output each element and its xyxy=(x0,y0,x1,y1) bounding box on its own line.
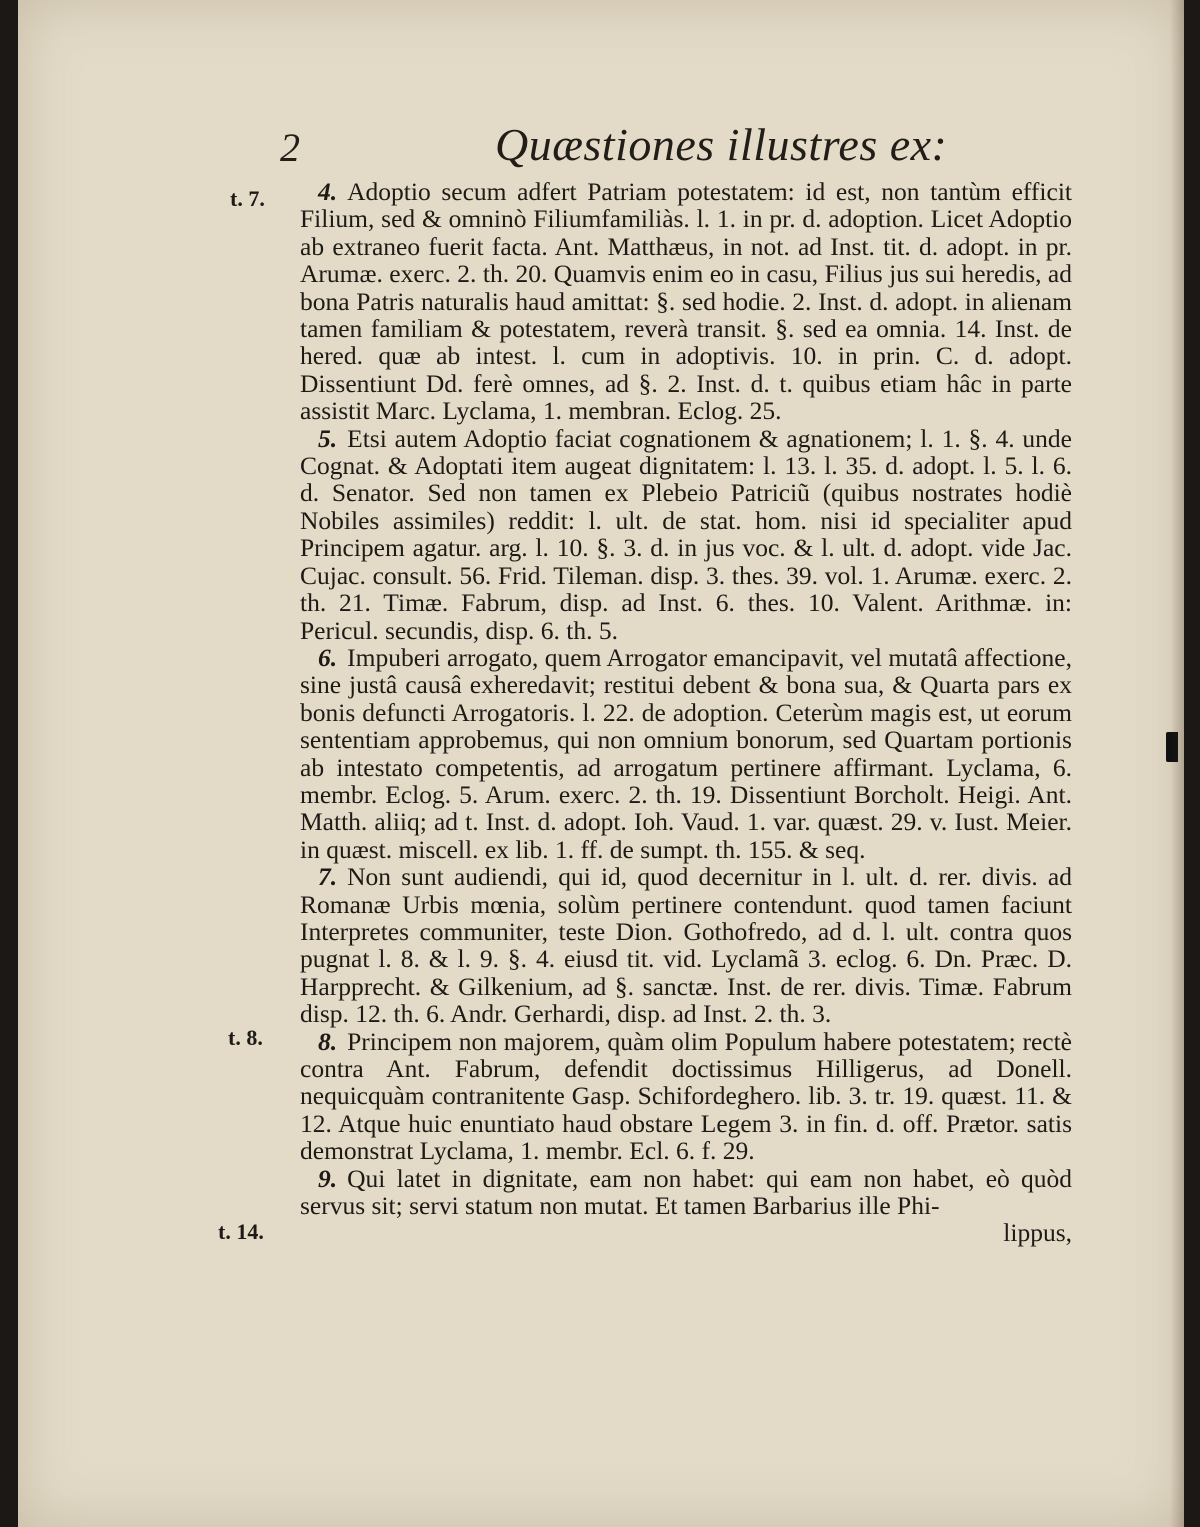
paragraph-text: Adoptio secum adfert Patriam potestatem: id est, non tantùm efficit Filium, sed & omninò Filiumfamiliàs. l. 1. in pr. d. adoption. Licet Adoptio ab extraneo fuerit facta. Ant. Matthæus, in not. ad Inst. tit. d. adopt. in pr. Arumæ. exerc. 2. th. 20. Quamvis enim eo in casu, Filius jus sui heredis, ad bona Patris naturalis haud amittat: §. sed hodie. 2. Inst. d. adopt. in alienam tamen familiam & potestatem, reverà transit. §. sed ea omnia. 14. Inst. de hered. quæ ab intest. l. cum in adoptivis. 10. in prin. C. d. adopt. Dissentiunt Dd. ferè omnes, ad §. 2. Inst. d. t. quibus etiam hâc in parte assistit Marc. Lyclama, 1. membran. Eclog. 25. xyxy=(300,177,1072,426)
margin-note: t. 7. xyxy=(230,186,265,211)
paragraph xyxy=(300,1028,1072,1165)
page-number: 2 xyxy=(280,125,300,170)
paragraph-number: 6. xyxy=(318,642,338,672)
main-text xyxy=(300,178,1072,1247)
paragraph-number: 8. xyxy=(318,1026,338,1056)
catchword xyxy=(300,1219,1072,1246)
paragraph-number: 9. xyxy=(318,1163,338,1193)
running-title: Quæstiones illustres ex: xyxy=(495,119,948,170)
paragraph-text: Non sunt audiendi, qui id, quod decernitur in l. ult. d. rer. divis. ad Romanæ Urbis mœnia, solùm pertinere contendunt. quod tamen faciunt Interpretes communiter, teste Dion. Gothofredo, ad d. l. ult. contra quos pugnat l. 8. & l. 9. §. 4. eiusd tit. vid. Lyclamã 3. eclog. 6. Dn. Præc. D. Harpprecht. & Gilkenium, ad §. sanctæ. Inst. de rer. divis. Timæ. Fabrum disp. 12. th. 6. Andr. Gerhardi, disp. ad Inst. 2. th. 3. xyxy=(300,862,1072,1029)
paragraph xyxy=(300,863,1072,1027)
paragraph xyxy=(300,425,1072,644)
paragraph xyxy=(300,1165,1072,1220)
margin-note: t. 8. xyxy=(228,1025,263,1050)
catchword-text: lippus, xyxy=(1003,1218,1072,1248)
book-page xyxy=(18,0,1184,1527)
paragraph-text: Etsi autem Adoptio faciat cognationem & agnationem; l. 1. §. 4. unde Cognat. & Adoptati item augeat dignitatem: l. 13. l. 35. d. adopt. l. 5. l. 6. d. Senator. Sed non tamen ex Plebeio Patriciũ (quibus nostrates hodiè Nobiles assimiles) reddit: l. ult. de stat. hom. nisi id specialiter apud Principem agatur. arg. l. 10. §. 3. d. in jus voc. & l. ult. d. adopt. vide Jac. Cujac. consult. 56. Frid. Tileman. disp. 3. thes. 39. vol. 1. Arumæ. exerc. 2. th. 21. Timæ. Fabrum, disp. ad Inst. 6. thes. 10. Valent. Arithmæ. in: Pericul. secundis, disp. 6. th. 5. xyxy=(300,423,1072,645)
paragraph-text: Impuberi arrogato, quem Arrogator emancipavit, vel mutatâ affectione, sine justâ causâ exheredavit; restitui debent & bona sua, & Quarta pars ex bonis defuncti Arrogatoris. l. 22. de adoption. Ceterùm magis est, ut eorum sententiam approbemus, qui non omnium bonorum, sed Quartam portionis ab intestato competentis, ad arrogatum pertinere affirmant. Lyclama, 6. membr. Eclog. 5. Arum. exerc. 2. th. 19. Dissentiunt Borcholt. Heigi. Ant. Matth. aliiq; ad t. Inst. d. adopt. Ioh. Vaud. 1. var. quæst. 29. v. Iust. Meier. in quæst. miscell. ex lib. 1. ff. de sumpt. th. 155. & seq. xyxy=(300,642,1072,864)
margin-note: t. 14. xyxy=(218,1219,264,1244)
paragraph xyxy=(300,178,1072,425)
page-edge-mark xyxy=(1166,732,1178,762)
page-header xyxy=(280,118,1100,180)
paragraph xyxy=(300,644,1072,863)
paragraph-number: 7. xyxy=(318,862,338,892)
paragraph-number: 4. xyxy=(318,177,338,206)
paragraph-text: Principem non majorem, quàm olim Populum habere potestatem; rectè contra Ant. Fabrum, defendit doctissimus Hilligerus, ad Donell. nequicquàm contranitente Gasp. Schifordeghero. lib. 3. tr. 19. quæst. 11. & 12. Atque huic enuntiato haud obstare Legem 3. in fin. d. off. Prætor. satis demonstrat Lyclama, 1. membr. Ecl. 6. f. 29. xyxy=(300,1026,1072,1166)
paragraph-text: Qui latet in dignitate, eam non habet: qui eam non habet, eò quòd servus sit; servi statum non mutat. Et tamen Barbarius ille Phi- xyxy=(300,1163,1072,1221)
paragraph-number: 5. xyxy=(318,423,338,453)
